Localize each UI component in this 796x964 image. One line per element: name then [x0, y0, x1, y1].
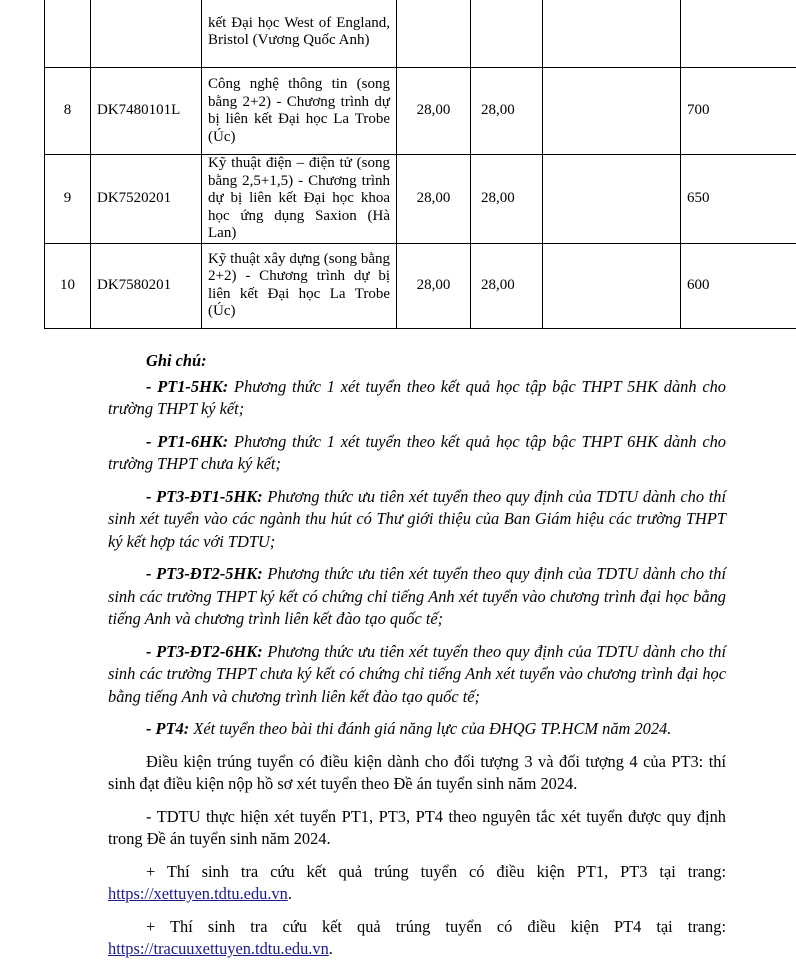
table-row: [45, 68, 796, 155]
program-name: Kỹ thuật điện – điện tử (song bằng 2,5+1,5) - Chương trình dự bị liên kết Đại học khoa học ứng dụng Saxion (Hà Lan): [202, 155, 397, 244]
score-5hk: 28,00: [397, 155, 471, 244]
row-number: 8: [45, 68, 91, 155]
notes-title: Ghi chú:: [146, 351, 207, 370]
tracuuxettuyen-link[interactable]: https://tracuuxettuyen.tdtu.edu.vn: [108, 939, 329, 958]
note-item: [108, 563, 726, 631]
note-prefix: - PT4:: [146, 719, 190, 738]
note-prefix: - PT3-ĐT2-5HK:: [146, 564, 263, 583]
lookup-text: + Thí sinh tra cứu kết quả trúng tuyển có điều kiện PT1, PT3 tại trang:: [146, 861, 726, 881]
note-item: [108, 376, 726, 421]
tdtu-paragraph: - TDTU thực hiện xét tuyển PT1, PT3, PT4 theo nguyên tắc xét tuyển được quy định trong Đề án tuyển sinh năm 2024.: [108, 806, 726, 848]
lookup-punct: .: [287, 884, 292, 903]
quota: 650: [681, 155, 796, 244]
score-6hk: 28,00: [471, 155, 543, 244]
note-text: Phương thức 1 xét tuyển theo kết quả học tập bậc THPT 6HK dành cho trường THPT chưa ký kết;: [108, 431, 726, 473]
score-other: [543, 0, 681, 68]
note-text: Phương thức ưu tiên xét tuyển theo quy định của TDTU dành cho thí sinh xét tuyển vào các ngành thu hút có Thư giới thiệu của Ban Giám hiệu các trường THPT ký kết hợp tác với TDTU;: [108, 486, 726, 551]
program-name: Công nghệ thông tin (song bằng 2+2) - Chương trình dự bị liên kết Đại học La Trobe (Úc): [202, 68, 397, 155]
score-other: [543, 155, 681, 244]
admissions-table: [44, 0, 796, 329]
score-6hk: [471, 0, 543, 68]
program-code: [91, 0, 202, 68]
row-number: [45, 0, 91, 68]
note-item: [108, 641, 726, 709]
note-prefix: - PT1-5HK:: [146, 376, 229, 396]
table-row: [45, 243, 796, 328]
score-other: [543, 68, 681, 155]
quota: [681, 0, 796, 68]
program-name: kết Đại học West of England, Bristol (Vương Quốc Anh): [202, 0, 397, 68]
quota: 700: [681, 68, 796, 155]
score-6hk: 28,00: [471, 243, 543, 328]
score-5hk: [397, 0, 471, 68]
note-prefix: - PT3-ĐT1-5HK:: [146, 486, 263, 506]
program-name: Kỹ thuật xây dựng (song bằng 2+2) - Chương trình dự bị liên kết Đại học La Trobe (Úc): [202, 243, 397, 328]
score-5hk: 28,00: [397, 68, 471, 155]
note-item: [108, 486, 726, 554]
lookup-punct: .: [328, 939, 333, 958]
xettuyen-link[interactable]: https://xettuyen.tdtu.edu.vn: [108, 884, 288, 903]
note-text: Phương thức 1 xét tuyển theo kết quả học tập bậc THPT 5HK dành cho trường THPT ký kết;: [108, 376, 726, 418]
row-number: 10: [45, 243, 91, 328]
score-other: [543, 243, 681, 328]
program-code: DK7480101L: [91, 68, 202, 155]
program-code: DK7520201: [91, 155, 202, 244]
note-text: Phương thức ưu tiên xét tuyển theo quy định của TDTU dành cho thí sinh các trường THPT ký kết có chứng chỉ tiếng Anh xét tuyển vào chương trình đại học bằng tiếng Anh và chương trình liên kết đào tạo quốc tế;: [108, 564, 726, 628]
lookup-paragraph-pt1-pt3: [108, 861, 726, 906]
table-row: [45, 0, 796, 68]
note-item: [108, 718, 726, 741]
note-prefix: - PT1-6HK:: [146, 431, 229, 451]
score-5hk: 28,00: [397, 243, 471, 328]
quota: 600: [681, 243, 796, 328]
note-prefix: - PT3-ĐT2-6HK:: [146, 641, 263, 661]
row-number: 9: [45, 155, 91, 244]
note-text: Xét tuyển theo bài thi đánh giá năng lực của ĐHQG TP.HCM năm 2024.: [189, 719, 672, 738]
score-6hk: 28,00: [471, 68, 543, 155]
lookup-text: + Thí sinh tra cứu kết quả trúng tuyển có điều kiện PT4 tại trang:: [146, 916, 726, 936]
conditions-paragraph: Điều kiện trúng tuyển có điều kiện dành cho đối tượng 3 và đối tượng 4 của PT3: thí sinh đạt điều kiện nộp hồ sơ xét tuyển theo Đề án tuyển sinh năm 2024.: [108, 751, 726, 793]
note-text: Phương thức ưu tiên xét tuyển theo quy định của TDTU dành cho thí sinh các trường THPT chưa ký kết có chứng chỉ tiếng Anh xét tuyển vào chương trình đại học bằng tiếng Anh và chương trình liên kết đào tạo quốc tế;: [108, 641, 726, 706]
program-code: DK7580201: [91, 243, 202, 328]
note-item: [108, 431, 726, 476]
table-row: [45, 155, 796, 244]
lookup-paragraph-pt4: [108, 916, 726, 961]
notes-section: [108, 350, 726, 961]
